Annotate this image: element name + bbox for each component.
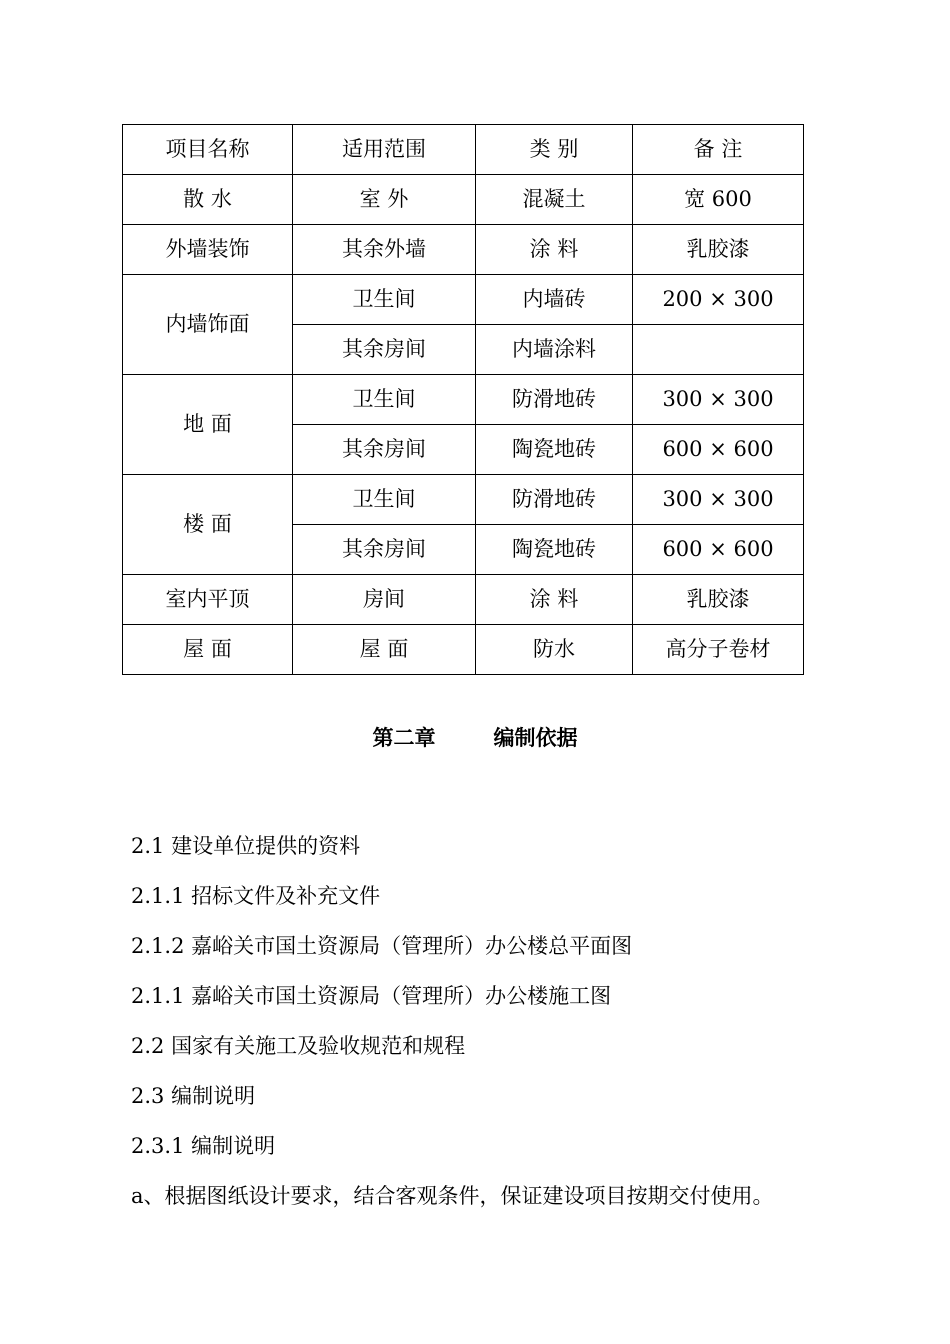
scope-cell: 卫生间 xyxy=(293,375,476,425)
category-cell: 内墙涂料 xyxy=(476,325,633,375)
chapter-heading xyxy=(0,722,950,752)
category-cell: 防滑地砖 xyxy=(476,475,633,525)
scope-cell: 屋 面 xyxy=(293,625,476,675)
table-row xyxy=(123,625,804,675)
section-heading-2-3: 2.3 编制说明 xyxy=(131,1084,256,1108)
item-name-cell: 楼 面 xyxy=(123,475,293,575)
section-item-2-3-1: 2.3.1 编制说明 xyxy=(131,1134,276,1158)
category-cell: 陶瓷地砖 xyxy=(476,425,633,475)
body-paragraph: a、根据图纸设计要求，结合客观条件，保证建设项目按期交付使用。 xyxy=(131,1184,774,1208)
category-cell: 涂 料 xyxy=(476,225,633,275)
table-header-row xyxy=(123,125,804,175)
header-remark: 备 注 xyxy=(633,125,804,175)
table-row xyxy=(123,275,804,325)
item-name-cell: 地 面 xyxy=(123,375,293,475)
table-row xyxy=(123,225,804,275)
category-cell: 防水 xyxy=(476,625,633,675)
remark-cell xyxy=(633,325,804,375)
item-name-cell: 散 水 xyxy=(123,175,293,225)
remark-cell: 300 × 300 xyxy=(633,475,804,525)
finish-schedule-table xyxy=(122,124,804,675)
section-item-2-1-1: 2.1.1 招标文件及补充文件 xyxy=(131,884,381,908)
table-row xyxy=(123,375,804,425)
section-item-2-1-1-drawings: 2.1.1 嘉峪关市国土资源局（管理所）办公楼施工图 xyxy=(131,984,612,1008)
chapter-title: 编制依据 xyxy=(493,726,578,750)
item-name-cell: 屋 面 xyxy=(123,625,293,675)
scope-cell: 卫生间 xyxy=(293,475,476,525)
remark-cell: 300 × 300 xyxy=(633,375,804,425)
remark-cell: 乳胶漆 xyxy=(633,575,804,625)
remark-cell: 600 × 600 xyxy=(633,425,804,475)
table-row xyxy=(123,475,804,525)
category-cell: 陶瓷地砖 xyxy=(476,525,633,575)
header-scope: 适用范围 xyxy=(293,125,476,175)
table-row xyxy=(123,575,804,625)
section-heading-2-1: 2.1 建设单位提供的资料 xyxy=(131,834,361,858)
item-name-cell: 外墙装饰 xyxy=(123,225,293,275)
scope-cell: 其余房间 xyxy=(293,325,476,375)
scope-cell: 其余外墙 xyxy=(293,225,476,275)
item-name-cell: 室内平顶 xyxy=(123,575,293,625)
category-cell: 涂 料 xyxy=(476,575,633,625)
section-item-2-1-2: 2.1.2 嘉峪关市国土资源局（管理所）办公楼总平面图 xyxy=(131,934,633,958)
scope-cell: 其余房间 xyxy=(293,425,476,475)
header-category: 类 别 xyxy=(476,125,633,175)
category-cell: 混凝土 xyxy=(476,175,633,225)
scope-cell: 其余房间 xyxy=(293,525,476,575)
remark-cell: 600 × 600 xyxy=(633,525,804,575)
remark-cell: 高分子卷材 xyxy=(633,625,804,675)
table-row xyxy=(123,175,804,225)
scope-cell: 卫生间 xyxy=(293,275,476,325)
scope-cell: 房间 xyxy=(293,575,476,625)
chapter-number: 第二章 xyxy=(372,726,436,750)
remark-cell: 宽 600 xyxy=(633,175,804,225)
category-cell: 防滑地砖 xyxy=(476,375,633,425)
category-cell: 内墙砖 xyxy=(476,275,633,325)
remark-cell: 乳胶漆 xyxy=(633,225,804,275)
header-item-name: 项目名称 xyxy=(123,125,293,175)
scope-cell: 室 外 xyxy=(293,175,476,225)
section-heading-2-2: 2.2 国家有关施工及验收规范和规程 xyxy=(131,1034,466,1058)
remark-cell: 200 × 300 xyxy=(633,275,804,325)
item-name-cell: 内墙饰面 xyxy=(123,275,293,375)
